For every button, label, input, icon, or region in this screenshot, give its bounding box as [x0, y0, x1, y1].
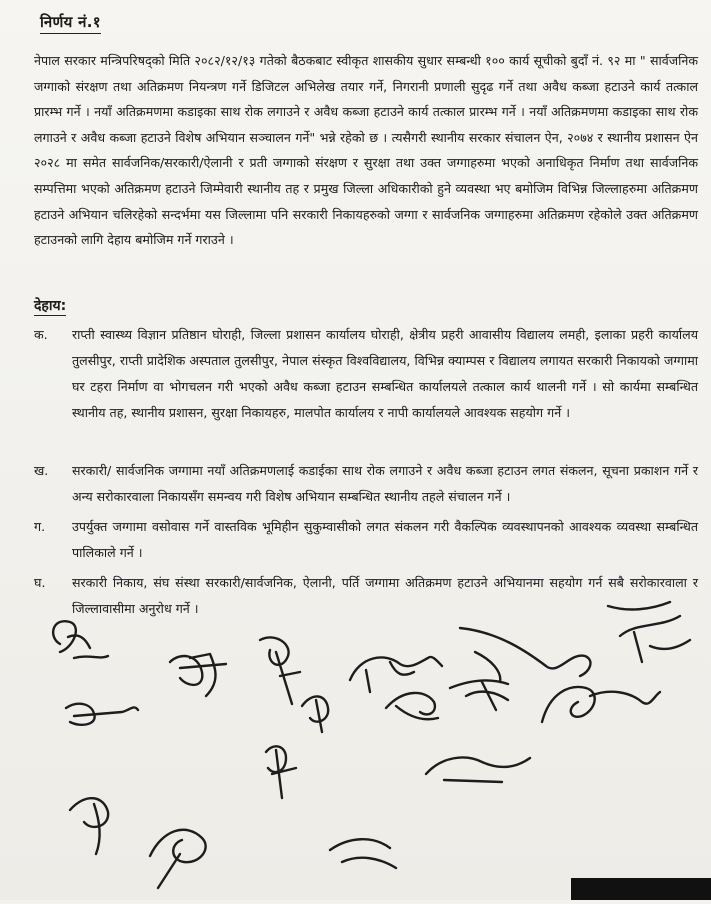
list-item-ka — [34, 322, 698, 426]
signature-8 — [302, 696, 328, 732]
list-item-text: सरकारी निकाय, संघ संस्था सरकारी/सार्वजनिक, ऐलानी, पर्ति जग्गामा अतिक्रमण हटाउने अभियानमा सहयोग गर्न सबै सरोकारवाला र जिल्लावासीमा अनुरोध गर्ने । — [72, 575, 698, 616]
decision-paragraph: नेपाल सरकार मन्त्रिपरिषद्को मिति २०८२/१२/१३ गतेको बैठकबाट स्वीकृत शासकीय सुधार सम्बन्धी १०० कार्य सूचीको बुदाँ नं. ९२ मा " सार्वजनिक जग्गाको संरक्षण तथा अतिक्रमण नियन्त्रण गर्ने डिजिटल अभिलेख तयार गर्ने, निगरानी प्रणाली सुदृढ गर्ने तथा अवैध कब्जा हटाउने कार्य तत्काल प्रारम्भ गर्ने । नयाँ अतिक्रमणमा कडाइका साथ रोक लगाउने र अवैध कब्जा हटाउने कार्य तत्काल प्रारम्भ गर्ने । नयाँ अतिक्रमणमा कडाइका साथ रोक लगाउने र अवैध कब्जा हटाउने विशेष अभियान सञ्चालन गर्ने" भन्ने रहेको छ । त्यसैगरी स्थानीय सरकार संचालन ऐन, २०७४ र स्थानीय प्रशासन ऐन २०२८ मा समेत सार्वजनिक/सरकारी/ऐलानी र प्रती जग्गाको संरक्षण र सुरक्षा तथा उक्त जग्गाहरुमा भएको अनाधिकृत निर्माण तथा सार्वजनिक सम्पत्तिमा भएको अतिक्रमण हटाउने जिम्मेवारी स्थानीय तह र प्रमुख जिल्ला अधिकारीको हुने व्यवस्था भए बमोजिम विभिन्न जिल्लाहरुमा अतिक्रमण हटाउने अभियान चलिरहेको सन्दर्भमा यस जिल्लामा पनि सरकारी निकायहरुको जग्गा र सार्वजनिक जग्गाहरुमा अतिक्रमण रहेकोले उक्त अतिक्रमण हटाउनको लागि देहाय बमोजिम गर्ने गराउने । — [34, 53, 698, 248]
signature-10 — [450, 681, 508, 710]
signature-5 — [460, 628, 590, 682]
signature-15 — [150, 830, 206, 888]
list-item-ga — [34, 514, 698, 566]
signature-13 — [426, 758, 530, 782]
signature-16 — [330, 839, 396, 868]
list-marker: ख. — [34, 463, 49, 478]
list-item-text: सरकारी/ सार्वजनिक जग्गामा नयाँ अतिक्रमणलाई कडाईका साथ रोक लगाउने र अवैध कब्जा हटाउन लगत संकलन, सूचना प्रकाशन गर्ने र अन्य सरोकारवाला निकायसँग समन्वय गरी विशेष अभियान सम्बन्धित स्थानीय तहले संचालन गर्ने । — [72, 463, 698, 504]
signature-2 — [170, 654, 226, 696]
signature-3 — [260, 637, 300, 704]
signature-14 — [70, 798, 108, 854]
details-heading: देहाय: — [34, 298, 67, 314]
list-item-text: उपर्युक्त जग्गामा वसोवास गर्ने वास्तविक भूमिहीन सुकुम्वासीको लगत संकलन गरी वैकल्पिक व्यवस्थापनको आवश्यक व्यवस्था सम्बन्धित पालिकाले गर्ने । — [72, 519, 698, 560]
signatures-area — [30, 592, 710, 900]
signature-4 — [350, 657, 442, 692]
signature-6 — [608, 602, 690, 662]
list-item-kha — [34, 458, 698, 510]
signatures-graphic — [30, 592, 710, 900]
decision-title: निर्णय नं.१ — [40, 12, 101, 34]
list-item-text: राप्ती स्वास्थ्य विज्ञान प्रतिष्ठान घोराही, जिल्ला प्रशासन कार्यालय घोराही, क्षेत्रीय प्रहरी आवासीय विद्यालय लमही, इलाका प्रहरी कार्यालय तुलसीपुर, राप्ती प्रादेशिक अस्पताल तुलसीपुर, नेपाल संस्कृत विश्वविद्यालय, विभिन्न क्याम्पस र विद्यालय लगायत सरकारी निकायको जग्गामा घर टहरा निर्माण वा भोगचलन गरी भएको अवैध कब्जा हटाउन सम्बन्धित कार्यालयले तत्काल कार्य थालनी गर्ने । सो कार्यमा सम्बन्धित स्थानीय तह, स्थानीय प्रशासन, सुरक्षा निकायहरु, मालपोत कार्यालय र नापी कार्यालयले आवश्यक सहयोग गर्ने । — [72, 327, 698, 420]
signature-12 — [266, 746, 296, 798]
list-marker: घ. — [34, 575, 46, 590]
signature-7 — [66, 704, 138, 725]
list-marker: क. — [34, 327, 48, 342]
list-marker: ग. — [34, 519, 46, 534]
signature-1 — [53, 621, 108, 658]
signature-9 — [386, 693, 438, 719]
signature-11 — [542, 687, 660, 722]
page-edge-shadow — [571, 878, 711, 900]
